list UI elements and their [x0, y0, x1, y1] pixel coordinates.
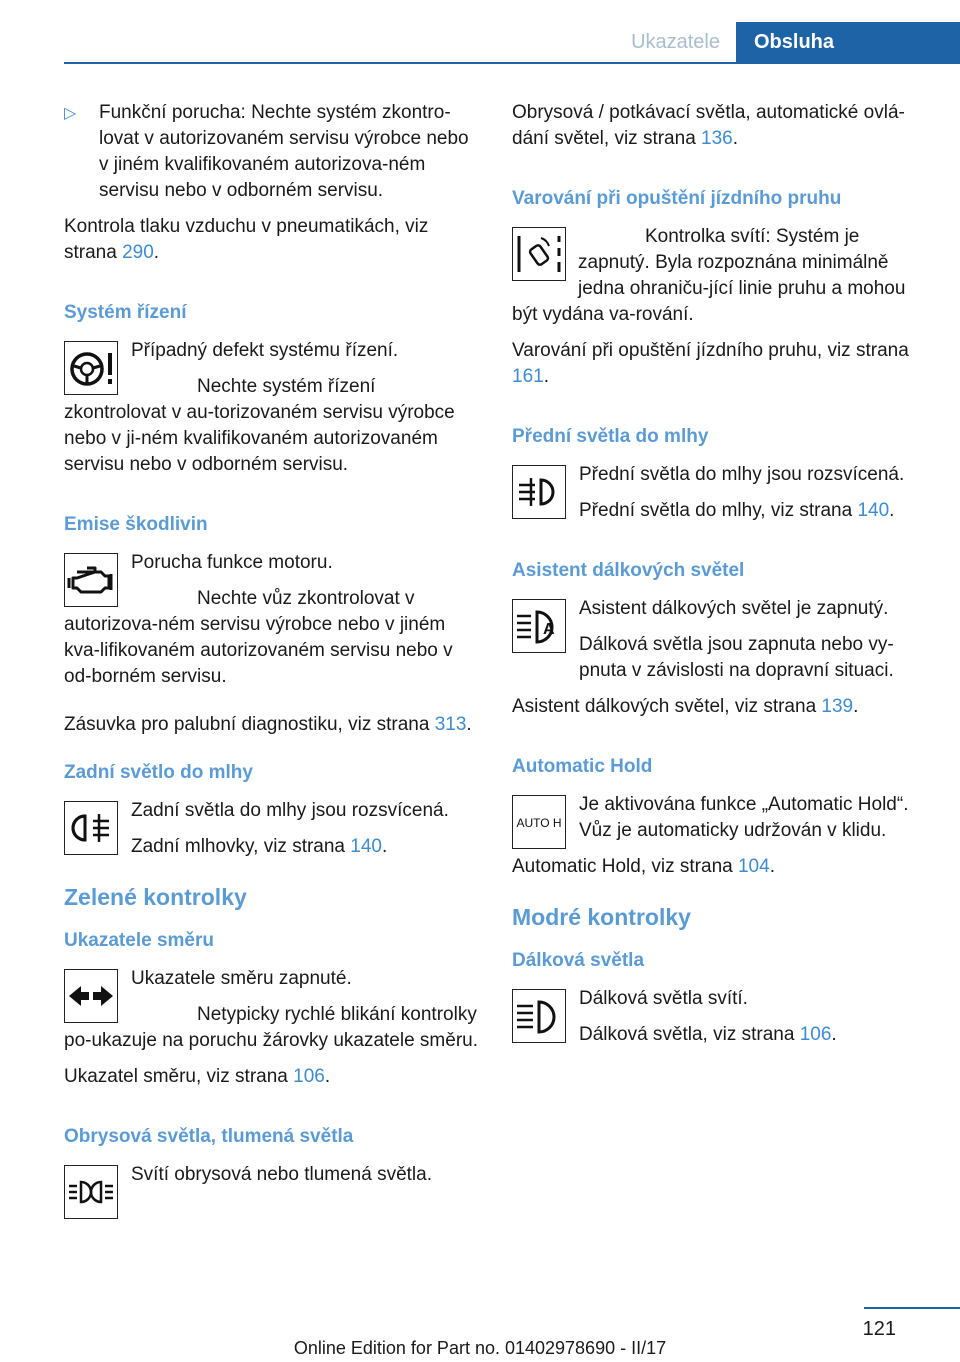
parking-page-link[interactable]: 136	[701, 128, 733, 149]
bullet-triangle-icon: ▷	[64, 105, 77, 122]
header-chapter-tab: Obsluha	[736, 22, 960, 62]
diag-page-link[interactable]: 313	[434, 714, 467, 735]
header-section-title: Ukazatele	[631, 31, 720, 53]
auto-hold-block	[512, 792, 932, 854]
left-column	[64, 100, 480, 1223]
steering-line2: Nechte systém řízení zkontrolovat v au-torizovaném servisu výrobce nebo v ji-ném kvalifikovaném autorizovaném servisu nebo v odborném servisu.	[64, 376, 455, 475]
steering-line1: Případný defekt systému řízení.	[131, 340, 399, 361]
rear-fog-block	[64, 798, 480, 870]
heading-emission: Emise škodlivin	[64, 514, 208, 535]
heading-lane-departure: Varování při opuštění jízdního pruhu	[512, 188, 842, 209]
parking-lights-icon	[64, 1165, 118, 1219]
front-fog-block	[512, 462, 932, 534]
diag-socket-ref: Zásuvka pro palubní diagnostiku, viz strana 313.	[64, 714, 472, 735]
high-beam-line2: Dálková světla, viz strana 106.	[579, 1024, 837, 1045]
turn-block	[64, 966, 480, 1064]
auto-hold-icon	[512, 795, 566, 849]
turn-line1: Ukazatele směru zapnuté.	[131, 968, 352, 989]
turn-signal-icon	[64, 969, 118, 1023]
heading-front-fog: Přední světla do mlhy	[512, 426, 709, 447]
turn-page-link[interactable]: 106	[293, 1066, 325, 1087]
high-beam-page-link[interactable]: 106	[799, 1024, 832, 1045]
emission-block	[64, 550, 480, 700]
high-beam-line1: Dálková světla svítí.	[579, 988, 748, 1009]
lane-line1-text: Kontrolka svítí: Systém je zapnutý. Byla rozpoznána minimálně jedna ohraniču-jící linie pruhu a mohou být vydána va-rování.	[512, 226, 906, 325]
auto-hold-ref: Automatic Hold, viz strana 104.	[512, 856, 775, 877]
parking-line1: Svítí obrysová nebo tlumená světla.	[131, 1164, 432, 1185]
front-fog-page-link[interactable]: 140	[857, 500, 890, 521]
auto-hold-page-link[interactable]: 104	[737, 856, 770, 877]
steering-warning-icon	[64, 341, 118, 395]
auto-hold-line1: Je aktivována funkce „Automatic Hold“. Vůz je automaticky udržován v klidu.	[579, 794, 909, 841]
front-fog-line2: Přední světla do mlhy, viz strana 140.	[579, 500, 895, 521]
steering-block	[64, 338, 480, 488]
right-column	[512, 100, 932, 1058]
page-number: 121	[862, 1318, 896, 1340]
heading-rear-fog: Zadní světlo do mlhy	[64, 762, 253, 783]
turn-line2: Netypicky rychlé blikání kontrolky po-ukazuje na poruchu žárovky ukazatele směru.	[64, 1004, 479, 1051]
front-fog-line1: Přední světla do mlhy jsou rozsvícená.	[579, 464, 905, 485]
footer-rule	[864, 1307, 960, 1309]
high-beam-block	[512, 986, 932, 1058]
lane-block	[512, 224, 932, 338]
rear-fog-page-link[interactable]: 140	[350, 836, 382, 857]
heading-high-beam: Dálková světla	[512, 950, 645, 971]
high-beam-icon	[512, 989, 566, 1043]
high-beam-assist-icon	[512, 599, 566, 653]
emission-line1: Porucha funkce motoru.	[131, 552, 333, 573]
diag-ref-text: Zásuvka pro palubní diagnostiku, viz strana	[64, 714, 430, 735]
heading-blue-indicators: Modré kontrolky	[512, 904, 691, 930]
heading-turn-signals: Ukazatele směru	[64, 930, 214, 951]
emission-line2: Nechte vůz zkontrolovat v autorizova-ném servisu výrobce nebo v jiném kva-lifikovaném autorizovaném servisu nebo v od-borném servisu.	[64, 588, 453, 687]
heading-green-indicators: Zelené kontrolky	[64, 884, 247, 910]
heading-high-beam-assist: Asistent dálkových světel	[512, 560, 745, 581]
parking-continued-ref: Obrysová / potkávací světla, automatické ovlá-dání světel, viz strana 136.	[512, 102, 905, 149]
heading-steering: Systém řízení	[64, 302, 187, 323]
parking-block	[64, 1162, 480, 1223]
hba-ref: Asistent dálkových světel, viz strana 139.	[512, 696, 859, 717]
tire-ref-text: Kontrola tlaku vzduchu v pneumatikách, viz strana	[64, 216, 429, 263]
heading-parking-lights: Obrysová světla, tlumená světla	[64, 1126, 354, 1147]
tire-pressure-ref: Kontrola tlaku vzduchu v pneumatikách, viz strana 290.	[64, 216, 429, 263]
header-rule	[64, 62, 960, 64]
svg-text:A: A	[543, 621, 555, 638]
rear-fog-line1: Zadní světla do mlhy jsou rozsvícená.	[131, 800, 449, 821]
lane-page-link[interactable]: 161	[512, 366, 544, 387]
hba-line2: Dálková světla jsou zapnuta nebo vy-pnuta v závislosti na dopravní situaci.	[579, 634, 894, 681]
lane-ref: Varování při opuštění jízdního pruhu, viz strana 161.	[512, 340, 909, 387]
rear-fog-icon	[64, 801, 118, 855]
rear-fog-line2: Zadní mlhovky, viz strana 140.	[131, 836, 388, 857]
tire-page-link[interactable]: 290	[122, 242, 154, 263]
turn-ref: Ukazatel směru, viz strana 106.	[64, 1066, 331, 1087]
front-fog-icon	[512, 465, 566, 519]
high-beam-assist-block	[512, 596, 932, 694]
bullet-text: Funkční porucha: Nechte systém zkontro-lovat v autorizovaném servisu výrobce nebo v jiném kvalifikovaném autorizova-ném servisu nebo v odborném servisu.	[99, 102, 469, 201]
svg-text:AUTO H: AUTO H	[516, 816, 562, 830]
engine-icon	[64, 553, 118, 607]
footer-edition: Online Edition for Part no. 01402978690 - II/17	[293, 1338, 667, 1358]
page-header	[0, 0, 960, 62]
lane-departure-icon	[512, 227, 566, 281]
bullet-malfunction	[64, 100, 480, 204]
heading-auto-hold: Automatic Hold	[512, 756, 653, 777]
hba-page-link[interactable]: 139	[821, 696, 854, 717]
hba-line1: Asistent dálkových světel je zapnutý.	[579, 598, 889, 619]
